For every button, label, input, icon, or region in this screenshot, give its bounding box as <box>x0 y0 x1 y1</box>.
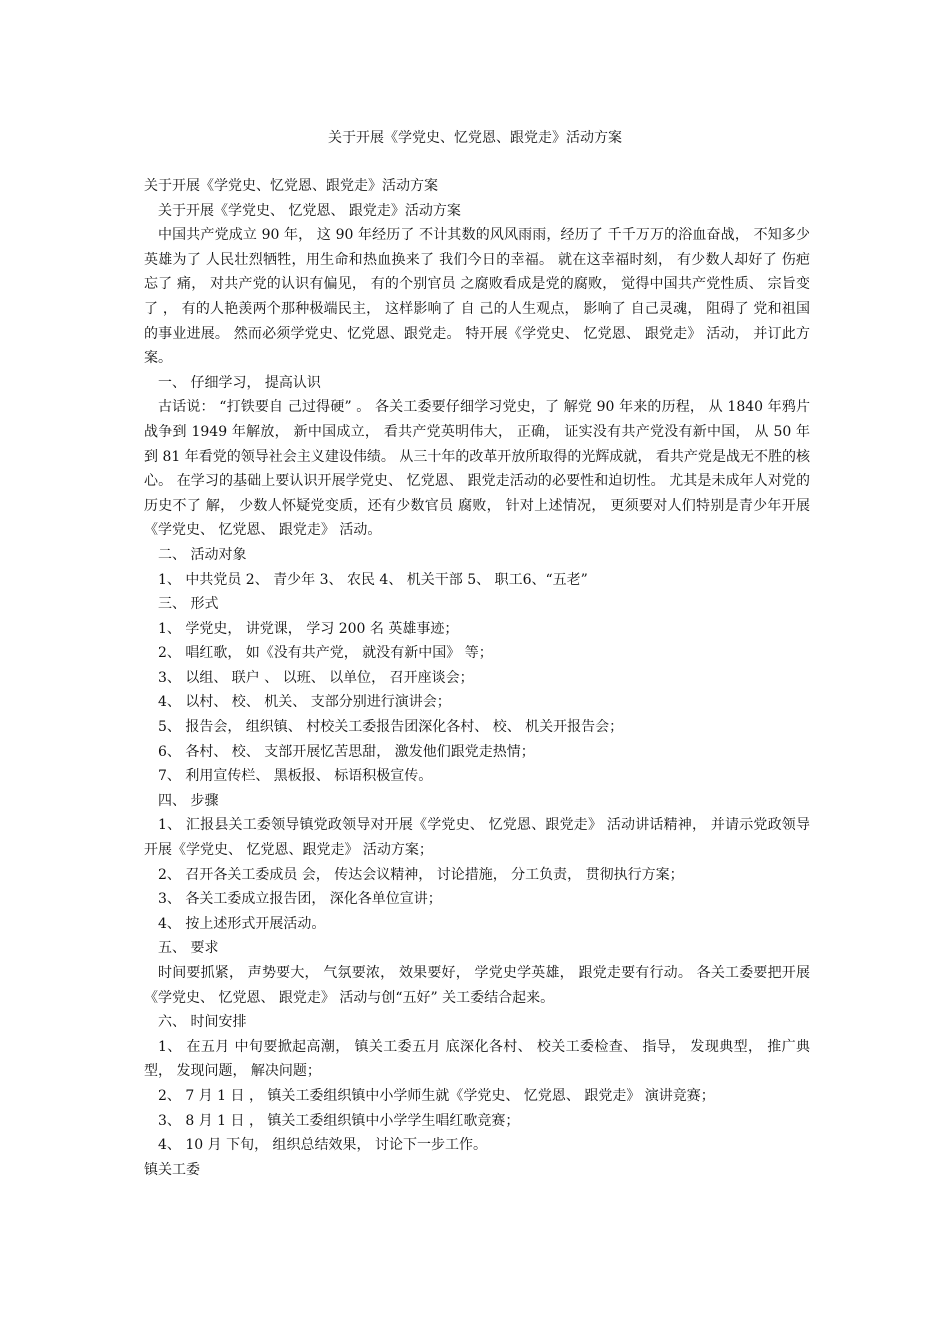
list-item: 4、 10 月 下旬， 组织总结效果， 讨论下一步工作。 <box>158 1137 487 1154</box>
paragraph-requirements: 时间要抓紧， 声势要大， 气氛要浓， 效果要好， 学党史学英雄， 跟党走要有行动。 各关工委要把开展《学党史、 忆党恩、 跟党走》 活动与创“五好” 关工委结合起来。 <box>144 965 810 1006</box>
list-item: 4、 以村、 校、 机关、 支部分别进行演讲会； <box>158 694 451 711</box>
list-item: 3、 以组、 联户 、 以班、 以单位， 召开座谈会； <box>158 669 474 686</box>
section-heading-5: 五、 要求 <box>158 940 219 957</box>
list-item: 1、 在五月 中旬要掀起高潮， 镇关工委五月 底深化各村、 校关工委检查、 指导， 发现典型， 推广典型， 发现问题， 解决问题； <box>144 1038 810 1080</box>
section-heading-3: 三、 形式 <box>158 596 219 613</box>
list-item: 2、 召开各关工委成员 会， 传达会议精神， 讨论措施， 分工负责， 贯彻执行方案； <box>158 866 684 883</box>
section-heading-6: 六、 时间安排 <box>158 1014 247 1031</box>
list-item: 5、 报告会， 组织镇、 村校关工委报告团深化各村、 校、 机关开报告会； <box>158 719 624 736</box>
paragraph-subtitle: 关于开展《学党史、 忆党恩、 跟党走》活动方案 <box>158 202 461 219</box>
list-item: 4、 按上述形式开展活动。 <box>158 915 326 932</box>
paragraph-study: 古话说： “打铁要自 己过得硬” 。 各关工委要仔细学习党史，了 解党 90 年来的历程， 从 1840 年鸦片战争到 1949 年解放， 新中国成立， 看共产党英明伟大， 正确， 证实没有共产党没有新中国， 从 50 年到 81 年看党的领导社会主义建设伟绩。 从三十年的改革开放所取得的光辉成就， 看共产党是战无不胜的核心。 在学习的基础上要认识开展学党史、 忆党恩、 跟党走活动的必要性和迫切性。 尤其是未成年人对党的历史不了 解， 少数人怀疑党变质，还有少数官员 腐败， 针对上述情况， 更须要对人们特别是青少年开展《学党史、 忆党恩、 跟党走》 活动。 <box>144 399 810 539</box>
list-item: 1、 汇报县关工委领导镇党政领导对开展《学党史、 忆党恩、跟党走》 活动讲话精神， 并请示党政领导开展《学党史、 忆党恩、跟党走》 活动方案； <box>144 817 810 859</box>
paragraph-heading-repeat: 关于开展《学党史、忆党恩、跟党走》活动方案 <box>144 178 438 194</box>
list-item: 1、 学党史， 讲党课， 学习 200 名 英雄事迹； <box>158 620 459 637</box>
list-item: 6、 各村、 校、 支部开展忆苦思甜， 激发他们跟党走热情； <box>158 743 535 760</box>
list-item: 3、 8 月 1 日 ， 镇关工委组织镇中小学学生唱红歌竞赛； <box>158 1112 520 1129</box>
paragraph-targets: 1、 中共党员 2、 青少年 3、 农民 4、 机关干部 5、 职工6、“五老” <box>158 571 588 588</box>
signature-line: 镇关工委 <box>144 1161 200 1178</box>
paragraph-intro: 中国共产党成立 90 年， 这 90 年经历了 不计其数的风风雨雨，经历了 千千万万的浴血奋战， 不知多少英雄为了 人民壮烈牺牲，用生命和热血换来了 我们今日的幸福。 就在这幸福时刻， 有少数人却好了 伤疤忘了 痛， 对共产党的认识有偏见， 有的个别官员 之腐败看成是党的腐败， 觉得中国共产党性质、 宗旨变了 ， 有的人艳羡两个那种极端民主， 这样影响了 自 己的人生观点， 影响了 自己灵魂， 阻碍了 党和祖国的事业进展。 然而必须学党史、忆党恩、跟党走。 特开展《学党史、 忆党恩、 跟党走》 活动， 并订此方案。 <box>144 227 810 367</box>
list-item: 3、 各关工委成立报告团， 深化各单位宣讲； <box>158 891 442 908</box>
document-title: 关于开展《学党史、忆党恩、跟党走》活动方案 <box>328 130 622 146</box>
section-heading-1: 一、 仔细学习， 提高认识 <box>158 374 321 391</box>
section-heading-4: 四、 步骤 <box>158 792 219 809</box>
list-item: 7、 利用宣传栏、 黑板报、 标语积极宣传。 <box>158 768 433 785</box>
list-item: 2、 7 月 1 日 ， 镇关工委组织镇中小学师生就《学党史、 忆党恩、 跟党走》 演讲竞赛； <box>158 1087 715 1104</box>
list-item: 2、 唱红歌， 如《没有共产党， 就没有新中国》 等； <box>158 645 493 662</box>
section-heading-2: 二、 活动对象 <box>158 546 247 563</box>
document-body <box>144 174 810 1182</box>
